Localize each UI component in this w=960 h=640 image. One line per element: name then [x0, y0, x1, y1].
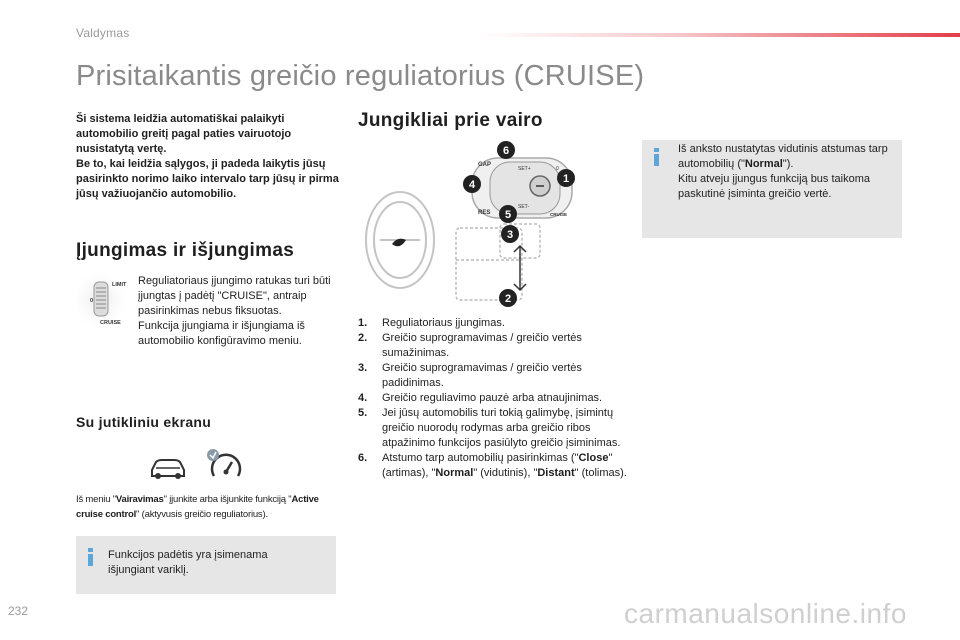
list-item-text-pre: Atstumo tarp automobilių pasirinkimas (" — [382, 452, 579, 464]
list-item-number: 6. — [358, 452, 368, 464]
intro-line-1: Ši sistema leidžia automatiškai palaikyti automobilio greitį pagal paties vairuotojo nusistatytą vertę. — [76, 113, 292, 155]
header-accent-bar — [480, 33, 960, 37]
note-left-text: Funkcijos padėtis yra įsimenama išjungiant variklį. — [108, 549, 268, 576]
controls-heading: Jungikliai prie vairo — [358, 110, 543, 131]
list-item — [358, 451, 628, 481]
svg-text:5: 5 — [504, 209, 512, 221]
option-normal: Normal — [435, 467, 474, 479]
arrow-down-icon — [514, 268, 526, 290]
lever-sketch — [456, 224, 540, 300]
stalk-label-res: RES — [478, 210, 491, 216]
arrow-up-icon — [514, 246, 526, 268]
stalk-enlarged — [472, 158, 572, 218]
onoff-text-2: Funkcija įjungiama ir išjungiama iš automobilio konfigūravimo meniu. — [138, 320, 305, 347]
touch-menu-name: Vairavimas — [115, 494, 164, 505]
touch-heading: Su jutikliniu ekranu — [76, 414, 212, 430]
intro-text — [76, 112, 346, 202]
list-item — [358, 331, 628, 361]
info-icon — [654, 148, 659, 162]
list-item — [358, 316, 628, 331]
list-item — [358, 361, 628, 391]
section-label: Valdymas — [76, 26, 130, 40]
svg-text:6: 6 — [502, 145, 510, 157]
watermark: carmanualsonline.info — [624, 598, 907, 629]
steering-stalk-illustration — [360, 140, 590, 308]
switch-label-cruise: CRUISE — [100, 320, 121, 326]
list-item-text: Greičio suprogramavimas / greičio vertės padidinimas. — [382, 362, 582, 389]
note-right-text-pre: Iš anksto nustatytas vidutinis atstumas tarp automobilių (" — [678, 143, 888, 170]
list-item-number: 2. — [358, 332, 368, 344]
list-item-text: Greičio suprogramavimas / greičio vertės sumažinimas. — [382, 332, 582, 359]
callout-5 — [499, 205, 517, 223]
callout-3 — [501, 225, 519, 243]
list-item-text: Greičio reguliavimo pauzė arba atnaujinimas. — [382, 392, 603, 404]
list-item-text: Jei jūsų automobilis turi tokią galimybę, įsimintų greičio nuorodų rodymas arba greičio ribos atpažinimo funkcijos pasiūlyto greičio įsiminimas. — [382, 407, 621, 449]
page-title: Prisitaikantis greičio reguliatorius (CRUISE) — [76, 60, 645, 92]
list-item-number: 1. — [358, 317, 368, 329]
speedometer-settings-icon — [207, 449, 240, 476]
list-item — [358, 406, 628, 451]
note-right-text-post: "). — [782, 158, 794, 170]
option-close: Close — [578, 452, 609, 464]
touch-text-mid: " įjunkite arba išjunkite funkciją " — [163, 494, 292, 505]
intro-line-2: Be to, kai leidžia sąlygos, ji padeda laikytis jūsų pasirinkto norimo laiko intervalo tarp jūsų ir pirma jūsų važiuojančio automobilio. — [76, 158, 339, 200]
stalk-label-set-plus: SET+ — [518, 166, 531, 172]
onoff-text-1: Reguliatoriaus įjungimo ratukas turi būti įjungtas į padėtį "CRUISE", antraip pasirinkimas nebus fiksuotas. — [138, 275, 331, 317]
touch-function-name: Active cruise control — [76, 494, 319, 520]
controls-list — [358, 316, 628, 481]
callout-4 — [463, 175, 481, 193]
svg-text:4: 4 — [468, 179, 476, 191]
callout-2 — [499, 289, 517, 307]
callout-1 — [557, 169, 575, 187]
touch-text — [76, 492, 346, 522]
switch-label-zero: 0 — [90, 298, 94, 304]
list-item-text: Reguliatoriaus įjungimas. — [382, 317, 505, 329]
option-distant: Distant — [537, 467, 575, 479]
switch-label-limit: LIMIT — [112, 282, 127, 288]
list-item — [358, 391, 628, 406]
stalk-label-gap: GAP — [478, 162, 492, 168]
note-right-bold: Normal — [744, 158, 783, 170]
note-right — [642, 140, 902, 238]
list-item-text-mid2: " (vidutinis), " — [473, 467, 538, 479]
touch-text-pre: Iš meniu " — [76, 494, 116, 505]
svg-text:3: 3 — [506, 229, 514, 241]
onoff-text — [138, 274, 348, 349]
list-item-number: 4. — [358, 392, 368, 404]
onoff-heading: Įjungimas ir išjungimas — [76, 240, 295, 261]
callout-6 — [497, 141, 515, 159]
info-icon — [88, 548, 93, 562]
page-number: 232 — [8, 604, 29, 618]
note-right-text — [678, 142, 900, 202]
svg-text:1: 1 — [562, 173, 570, 185]
list-item-text-post: " (tolimas). — [574, 467, 627, 479]
note-left — [76, 536, 336, 594]
list-item-number: 3. — [358, 362, 368, 374]
stalk-label-cruise: CRUISE — [550, 212, 568, 217]
stalk-label-set-minus: SET- — [518, 204, 530, 210]
touch-menu-icons — [150, 448, 250, 482]
cruise-switch-illustration — [76, 272, 138, 328]
note-right-text-2: Kitu atveju įjungus funkciją bus taikoma paskutinė įsiminta greičio vertė. — [678, 173, 870, 200]
list-item-number: 5. — [358, 407, 368, 419]
car-icon — [152, 460, 184, 479]
svg-text:2: 2 — [504, 293, 512, 305]
list-item-text-mid1: " (artimas), " — [382, 452, 613, 479]
stalk-label-zero: 0 — [556, 166, 559, 172]
touch-text-post: " (aktyvusis greičio reguliatorius). — [136, 509, 268, 520]
